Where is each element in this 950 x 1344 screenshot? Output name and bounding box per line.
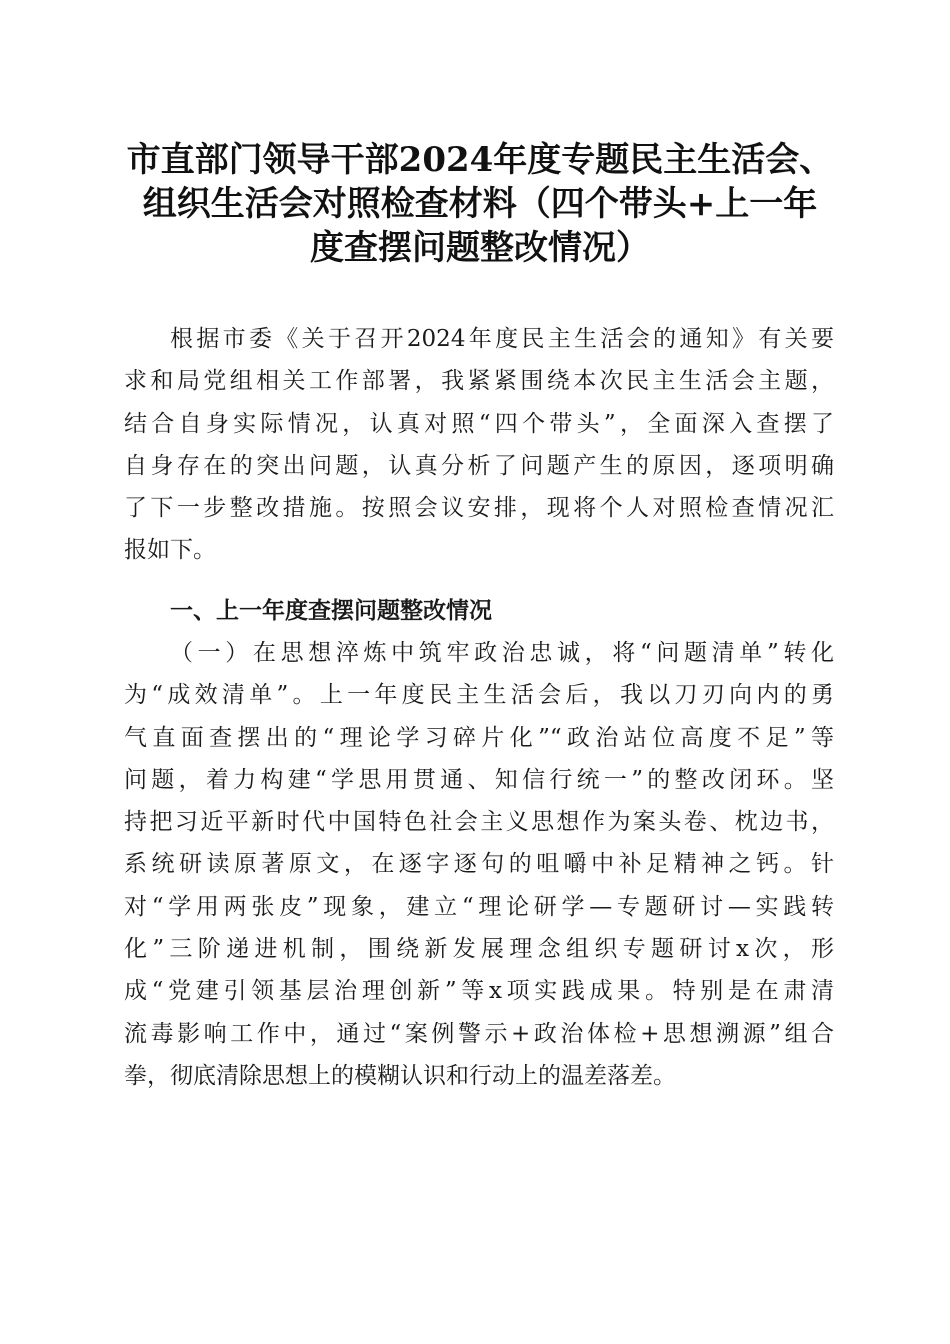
text-line: 对“学用两张皮”现象，建立“理论研学—专题研讨—实践转 <box>124 893 834 920</box>
text-line: 系统研读原著原文，在逐字逐句的咀嚼中补足精神之钙。针 <box>124 851 834 878</box>
title-line: 度查摆问题整改情况） <box>310 228 650 268</box>
text-line: 求和局党组相关工作部署，我紧紧围绕本次民主生活会主题， <box>124 368 834 395</box>
section-heading: 一、上一年度查摆问题整改情况 <box>170 598 492 624</box>
text-line: 流毒影响工作中，通过“案例警示+政治体检+思想溯源”组合 <box>124 1020 834 1047</box>
text-line: 报如下。 <box>124 537 216 564</box>
text-line: 成“党建引领基层治理创新”等x项实践成果。特别是在肃清 <box>124 978 834 1005</box>
text-line: 化”三阶递进机制，围绕新发展理念组织专题研讨x次，形 <box>124 936 834 963</box>
title-line: 市直部门领导干部2024年度专题民主生活会、 <box>126 140 834 180</box>
text-line: 气直面查摆出的“理论学习碎片化”“政治站位高度不足”等 <box>124 724 834 751</box>
text-line: 结合自身实际情况，认真对照“四个带头”，全面深入查摆了 <box>124 410 834 437</box>
section1-paragraph <box>124 632 834 1097</box>
text-line: 根据市委《关于召开2024年度民主生活会的通知》有关要 <box>170 326 834 352</box>
document-title <box>118 138 842 270</box>
text-line: 持把习近平新时代中国特色社会主义思想作为案头卷、枕边书， <box>124 809 834 836</box>
text-line: 了下一步整改措施。按照会议安排，现将个人对照检查情况汇 <box>124 495 834 522</box>
text-line: 自身存在的突出问题，认真分析了问题产生的原因，逐项明确 <box>124 452 834 479</box>
text-line: 拳，彻底清除思想上的模糊认识和行动上的温差落差。 <box>124 1062 676 1089</box>
intro-paragraph <box>124 318 834 572</box>
text-line: （一）在思想淬炼中筑牢政治忠诚，将“问题清单”转化 <box>170 640 834 666</box>
text-line: 问题，着力构建“学思用贯通、知信行统一”的整改闭环。坚 <box>124 766 834 793</box>
title-line: 组织生活会对照检查材料（四个带头+上一年 <box>142 184 818 224</box>
text-line: 为“成效清单”。上一年度民主生活会后，我以刀刃向内的勇 <box>124 682 834 709</box>
